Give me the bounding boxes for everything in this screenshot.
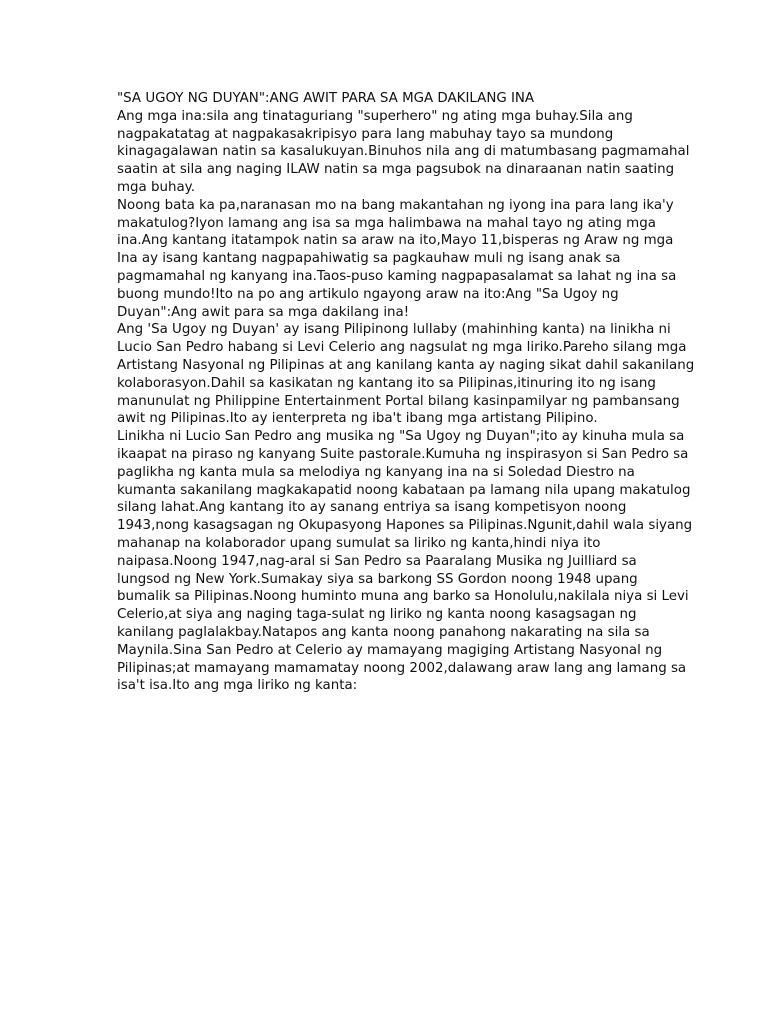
- text-line: lungsod ng New York.Sumakay siya sa barkong SS Gordon noong 1948 upang: [117, 571, 638, 587]
- text-line: mga buhay.: [117, 179, 195, 195]
- text-line: Ang mga ina:sila ang tinataguriang "superhero" ng ating mga buhay.Sila ang: [117, 108, 633, 124]
- text-line: pagmamahal ng kanyang ina.Taos-puso kaming nagpapasalamat sa lahat ng ina sa: [117, 268, 677, 284]
- text-line: nagpakatatag at nagpakasakripisyo para lang mabuhay tayo sa mundong: [117, 126, 614, 142]
- text-line: kanilang paglalakbay.Natapos ang kanta noong panahong nakarating na sila sa: [117, 624, 650, 640]
- text-line: ikaapat na piraso ng kanyang Suite pastorale.Kumuha ng inspirasyon si San Pedro sa: [117, 446, 689, 462]
- text-line: kinagagalawan natin sa kasalukuyan.Binuhos nila ang di matumbasang pagmamahal: [117, 144, 690, 160]
- article-title: "SA UGOY NG DUYAN":ANG AWIT PARA SA MGA DAKILANG INA: [117, 91, 535, 106]
- text-line: buong mundo!Ito na po ang artikulo ngayong araw na ito:Ang "Sa Ugoy ng: [117, 286, 619, 302]
- article-text: [117, 90, 695, 695]
- text-line: mahanap na kolaborador upang sumulat sa liriko ng kanta,hindi niya ito: [117, 535, 601, 551]
- text-line: Ina ay isang kantang nagpapahiwatig sa pagkauhaw muli ng isang anak sa: [117, 251, 621, 267]
- text-line: 1943,nong kasagsagan ng Okupasyong Hapones sa Pilipinas.Ngunit,dahil wala siyang: [117, 518, 693, 534]
- text-line: paglikha ng kanta mula sa melodiya ng kanyang ina na si Soledad Diestro na: [117, 464, 635, 480]
- text-line: kolaborasyon.Dahil sa kasikatan ng kantang ito sa Pilipinas,itinuring ito ng isang: [117, 375, 656, 391]
- text-line: saatin at sila ang naging ILAW natin sa mga pagsubok na dinaraanan natin saating: [117, 162, 675, 178]
- text-line: makatulog?Iyon lamang ang isa sa mga halimbawa na mahal tayo ng ating mga: [117, 215, 656, 231]
- text-line: Ang 'Sa Ugoy ng Duyan' ay isang Pilipinong lullaby (mahinhing kanta) na linikha ni: [117, 322, 671, 338]
- text-line: Lucio San Pedro habang si Levi Celerio ang nagsulat ng mga liriko.Pareho silang mga: [117, 340, 687, 356]
- text-line: Noong bata ka pa,naranasan mo na bang makantahan ng iyong ina para lang ika'y: [117, 197, 674, 213]
- text-line: Linikha ni Lucio San Pedro ang musika ng "Sa Ugoy ng Duyan";ito ay kinuha mula sa: [117, 429, 685, 445]
- text-line: silang lahat.Ang kantang ito ay sanang entriya sa isang kompetisyon noong: [117, 500, 627, 516]
- text-line: manunulat ng Philippine Entertainment Portal bilang kasinpamilyar ng pambansang: [117, 393, 680, 409]
- text-line: kumanta sakanilang magkakapatid noong kabataan pa lamang nila upang makatulog: [117, 482, 691, 498]
- text-line: bumalik sa Pilipinas.Noong huminto muna ang barko sa Honolulu,nakilala niya si Levi: [117, 589, 689, 605]
- text-line: Artistang Nasyonal ng Pilipinas at ang kanilang kanta ay naging sikat dahil sakanilang: [117, 357, 695, 373]
- text-line: Maynila.Sina San Pedro at Celerio ay mamayang magiging Artistang Nasyonal ng: [117, 642, 663, 658]
- text-line: isa't isa.Ito ang mga liriko ng kanta:: [117, 678, 358, 694]
- text-line: naipasa.Noong 1947,nag-aral si San Pedro sa Paaralang Musika ng Juilliard sa: [117, 553, 637, 569]
- text-line: Celerio,at siya ang naging taga-sulat ng liriko ng kanta noong kasagsagan ng: [117, 607, 637, 623]
- text-line: ina.Ang kantang itatampok natin sa araw na ito,Mayo 11,bisperas ng Araw ng mga: [117, 233, 674, 249]
- text-line: Duyan":Ang awit para sa mga dakilang ina!: [117, 304, 410, 320]
- text-line: awit ng Pilipinas.Ito ay ienterpreta ng iba't ibang mga artistang Pilipino.: [117, 411, 598, 427]
- text-line: Pilipinas;at mamayang mamamatay noong 2002,dalawang araw lang ang lamang sa: [117, 660, 687, 676]
